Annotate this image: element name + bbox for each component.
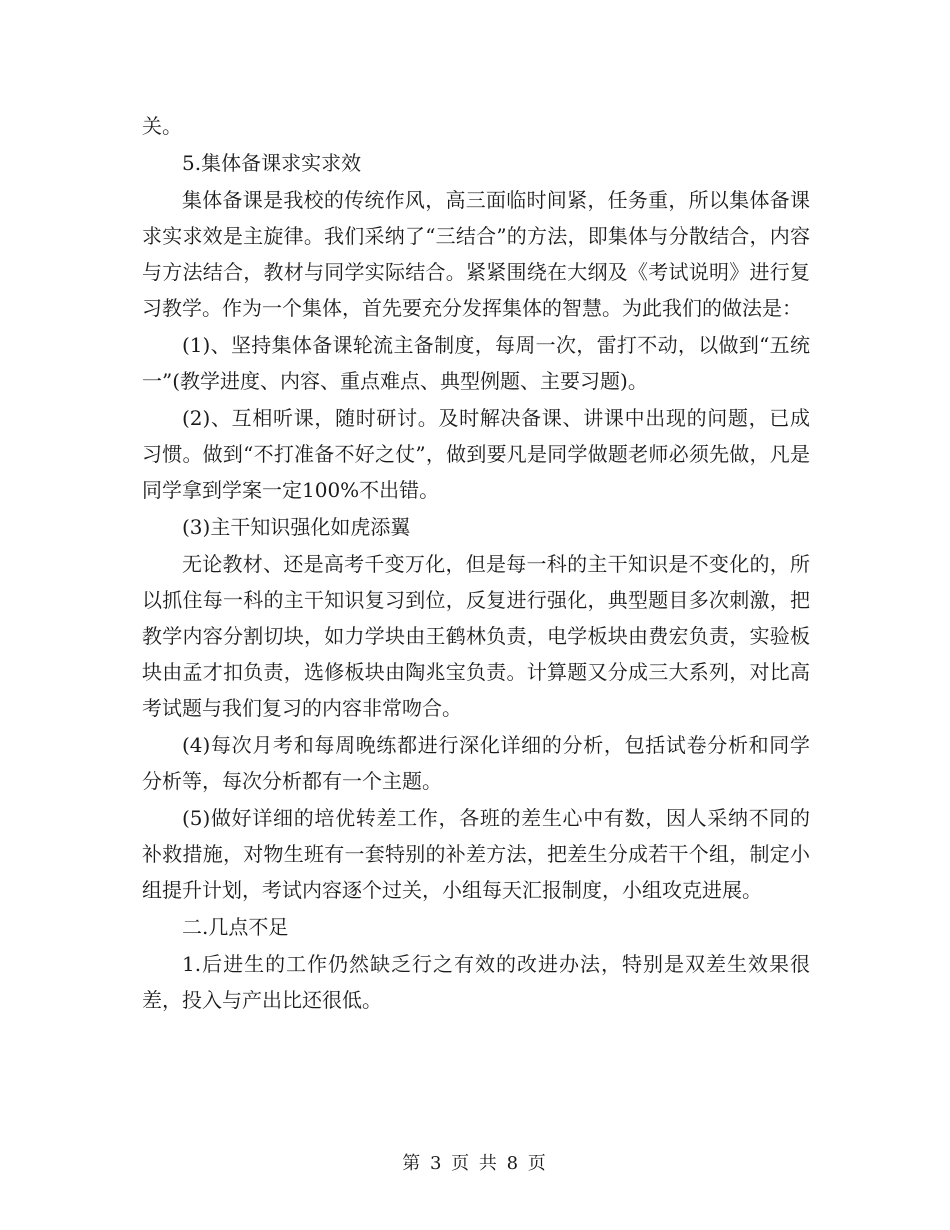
section-heading: (3)主干知识强化如虎添翼 — [182, 515, 411, 539]
body-paragraph: 无论教材、还是高考千变万化，但是每一科的主干知识是不变化的，所以抓住每一科的主干知识复习到位，反复进行强化，典型题目多次刺激，把教学内容分割切块，如力学块由王鹤林负责，电学板块由费宏负责，实验板块由孟才扣负责，选修板块由陶兆宝负责。计算题又分成三大系列，对比高考试题与我们复习的内容非常吻合。 — [142, 552, 810, 720]
body-paragraph: 集体备课是我校的传统作风，高三面临时间紧，任务重，所以集体备课求实求效是主旋律。我们采纳了“三结合”的方法，即集体与分散结合，内容与方法结合，教材与同学实际结合。紧紧围绕在大纲及《考试说明》进行复习教学。作为一个集体，首先要充分发挥集体的智慧。为此我们的做法是： — [142, 188, 810, 320]
section-heading: 二.几点不足 — [182, 915, 289, 939]
section-heading: 5.集体备课求实求效 — [182, 151, 362, 175]
body-paragraph: (2)、互相听课，随时研讨。及时解决备课、讲课中出现的问题，已成习惯。做到“不打准备不好之仗”，做到要凡是同学做题老师必须先做，凡是同学拿到学案一定100%不出错。 — [142, 406, 810, 502]
page-number-footer: 第 3 页 共 8 页 — [402, 1153, 548, 1174]
body-paragraph: 1.后进生的工作仍然缺乏行之有效的改进办法，特别是双差生效果很差，投入与产出比还很低。 — [142, 952, 810, 1012]
body-paragraph: (5)做好详细的培优转差工作，各班的差生心中有数，因人采纳不同的补救措施，对物生班有一套特别的补差方法，把差生分成若干个组，制定小组提升计划，考试内容逐个过关，小组每天汇报制度，小组攻克进展。 — [142, 806, 810, 902]
body-paragraph: (1)、坚持集体备课轮流主备制度，每周一次，雷打不动，以做到“五统一”(教学进度、内容、重点难点、典型例题、主要习题)。 — [142, 333, 810, 393]
body-paragraph: (4)每次月考和每周晚练都进行深化详细的分析，包括试卷分析和同学分析等，每次分析都有一个主题。 — [142, 733, 810, 793]
continuation-paragraph: 关。 — [142, 114, 182, 138]
document-body — [142, 108, 810, 1019]
